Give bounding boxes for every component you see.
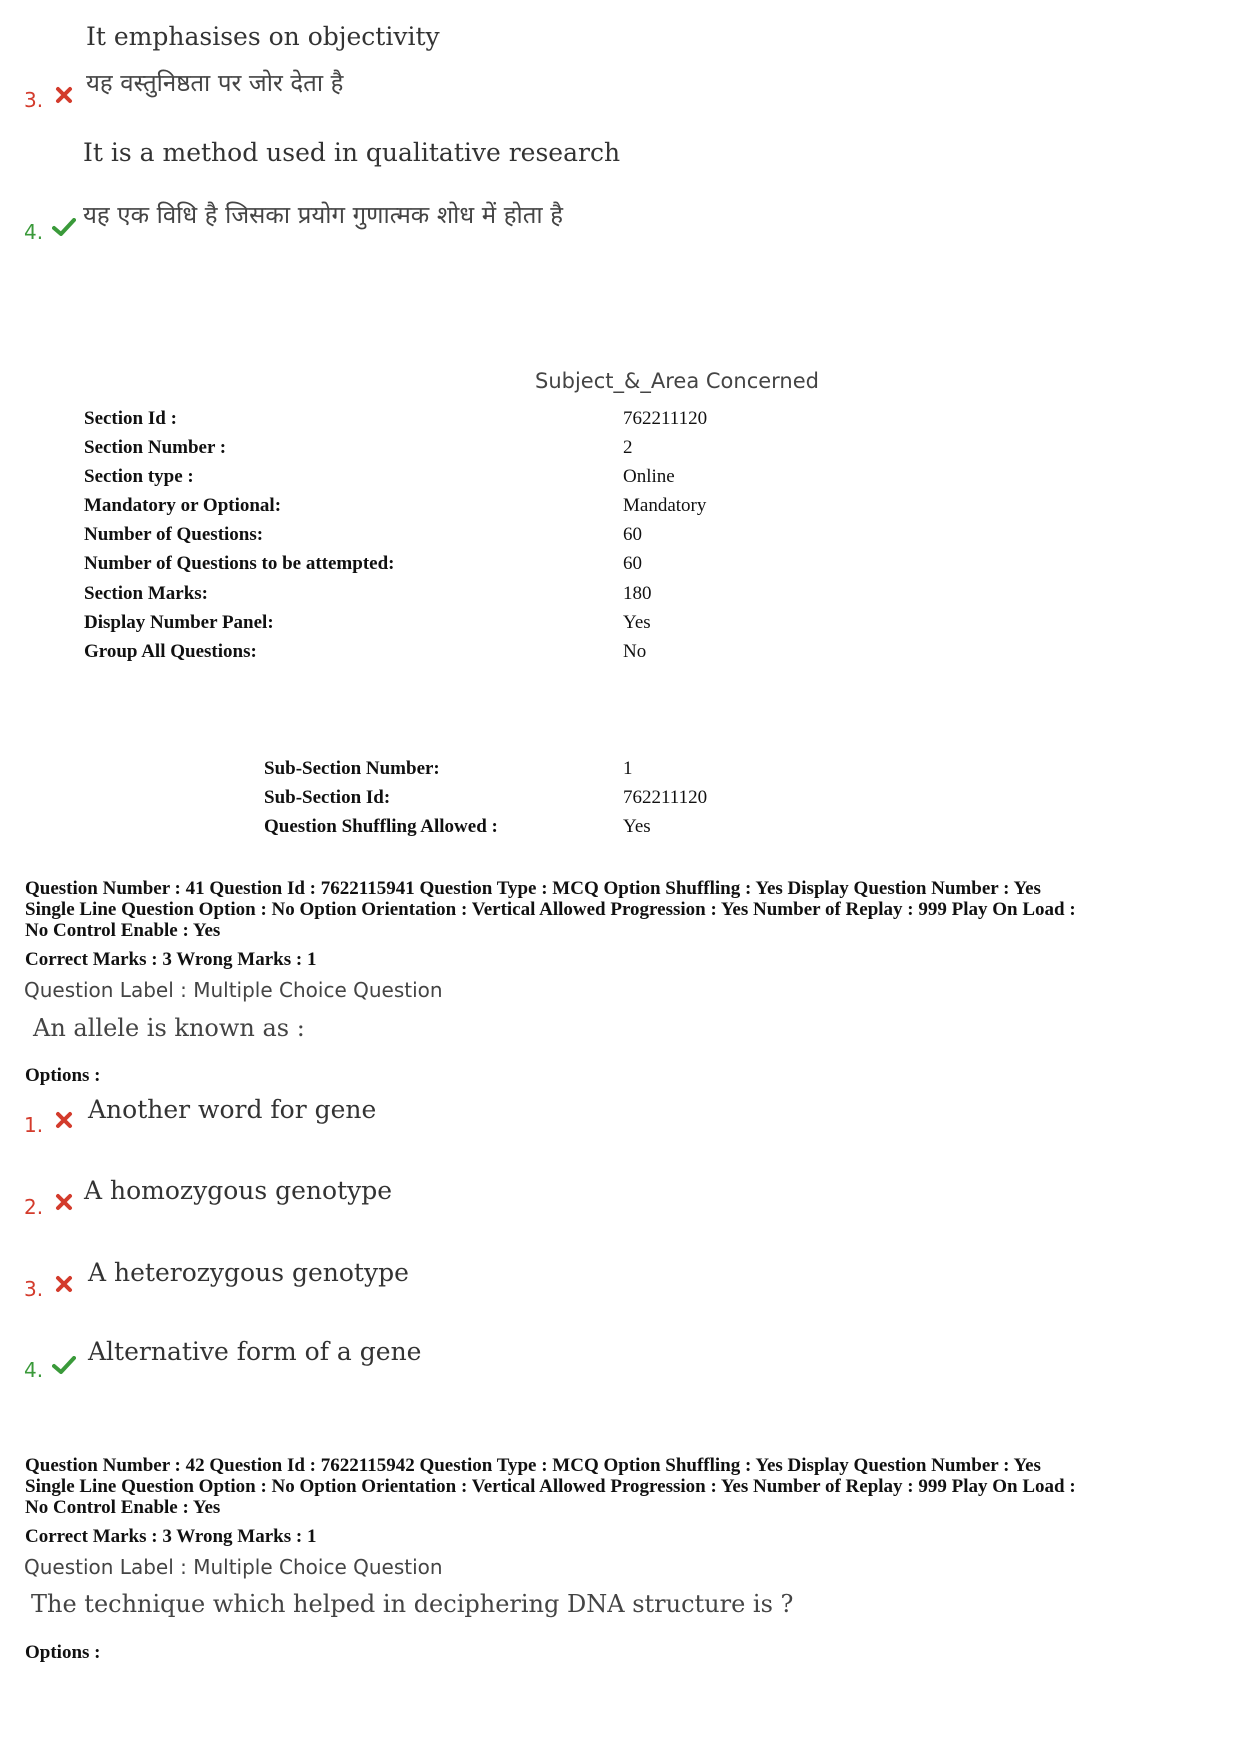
q41-option-1-text: Another word for gene — [88, 1095, 377, 1124]
group-all-value: No — [623, 641, 647, 662]
cross-icon — [55, 1275, 73, 1293]
section-marks-value: 180 — [623, 583, 652, 604]
q42-marks: Correct Marks : 3 Wrong Marks : 1 — [25, 1526, 317, 1547]
num-questions-key: Number of Questions: — [84, 524, 264, 545]
check-icon — [52, 218, 76, 236]
q41-option-2-text: A homozygous genotype — [84, 1176, 393, 1205]
q41-option-1-number: 1. — [24, 1113, 44, 1137]
display-panel-value: Yes — [623, 612, 651, 633]
q42-label: Question Label : Multiple Choice Question — [24, 1555, 443, 1579]
q41-option-4-text: Alternative form of a gene — [88, 1337, 422, 1366]
cross-icon — [55, 1111, 73, 1129]
subsection-id-key: Sub-Section Id: — [264, 787, 391, 808]
q42-meta-line1: Question Number : 42 Question Id : 7622115942 Question Type : MCQ Option Shuffling : Yes Display Question Number : Yes — [25, 1455, 1041, 1476]
subsection-id-value: 762211120 — [623, 787, 708, 808]
subsection-number-value: 1 — [623, 758, 633, 779]
section-type-key: Section type : — [84, 466, 194, 487]
q41-text: An allele is known as : — [33, 1014, 305, 1042]
num-attempted-key: Number of Questions to be attempted: — [84, 553, 395, 574]
shuffling-key: Question Shuffling Allowed : — [264, 816, 498, 837]
section-title: Subject_&_Area Concerned — [535, 369, 819, 393]
q42-text: The technique which helped in deciphering DNA structure is ? — [31, 1590, 794, 1618]
section-id-value: 762211120 — [623, 408, 708, 429]
q41-meta-line2: Single Line Question Option : No Option Orientation : Vertical Allowed Progression : Yes Number of Replay : 999 Play On Load : — [25, 899, 1076, 920]
section-number-key: Section Number : — [84, 437, 227, 458]
q41-label: Question Label : Multiple Choice Question — [24, 978, 443, 1002]
mandatory-key: Mandatory or Optional: — [84, 495, 282, 516]
q41-meta-line1: Question Number : 41 Question Id : 7622115941 Question Type : MCQ Option Shuffling : Yes Display Question Number : Yes — [25, 878, 1041, 899]
shuffling-value: Yes — [623, 816, 651, 837]
q42-meta-line3: No Control Enable : Yes — [25, 1497, 221, 1518]
display-panel-key: Display Number Panel: — [84, 612, 274, 633]
section-id-key: Section Id : — [84, 408, 177, 429]
q41-marks: Correct Marks : 3 Wrong Marks : 1 — [25, 949, 317, 970]
q41-option-2-number: 2. — [24, 1195, 44, 1219]
cross-icon — [55, 86, 73, 104]
prev-option-4-number: 4. — [24, 220, 44, 244]
subsection-number-key: Sub-Section Number: — [264, 758, 440, 779]
prev-option-3-text: It emphasises on objectivity — [86, 22, 440, 51]
prev-option-4-hindi: यह एक विधि है जिसका प्रयोग गुणात्मक शोध में होता है — [83, 201, 563, 229]
section-number-value: 2 — [623, 437, 633, 458]
num-questions-value: 60 — [623, 524, 642, 545]
q42-options-label: Options : — [25, 1642, 101, 1663]
q42-meta-line2: Single Line Question Option : No Option Orientation : Vertical Allowed Progression : Yes Number of Replay : 999 Play On Load : — [25, 1476, 1076, 1497]
prev-option-3-number: 3. — [24, 88, 44, 112]
q41-option-4-number: 4. — [24, 1358, 44, 1382]
num-attempted-value: 60 — [623, 553, 642, 574]
mandatory-value: Mandatory — [623, 495, 707, 516]
check-icon — [52, 1356, 76, 1374]
section-type-value: Online — [623, 466, 675, 487]
q41-options-label: Options : — [25, 1065, 101, 1086]
q41-option-3-text: A heterozygous genotype — [88, 1258, 409, 1287]
q41-option-3-number: 3. — [24, 1277, 44, 1301]
group-all-key: Group All Questions: — [84, 641, 257, 662]
prev-option-4-text: It is a method used in qualitative research — [83, 138, 621, 167]
prev-option-3-hindi: यह वस्तुनिष्ठता पर जोर देता है — [86, 69, 344, 97]
q41-meta-line3: No Control Enable : Yes — [25, 920, 221, 941]
cross-icon — [55, 1193, 73, 1211]
section-marks-key: Section Marks: — [84, 583, 209, 604]
